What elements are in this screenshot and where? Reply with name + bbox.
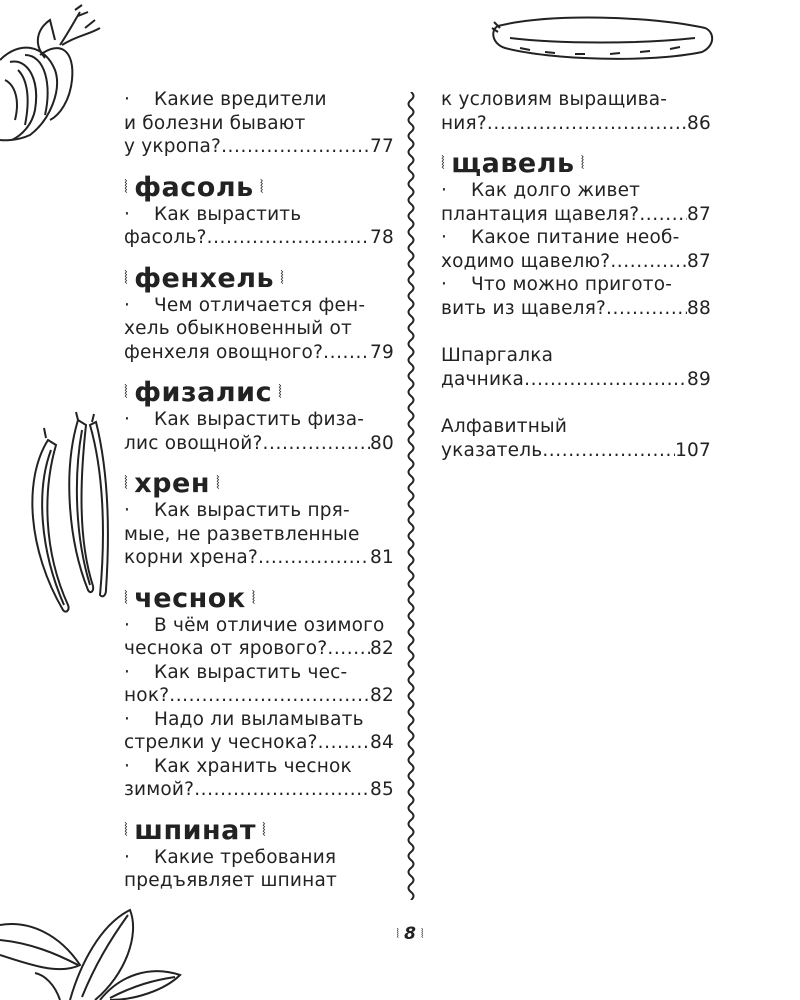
ornament-icon: ⦚ [580,153,585,174]
entry-text: фенхеля овощного? [124,341,324,363]
toc-entry[interactable] [124,88,394,159]
ornament-icon: ⦚ [124,473,129,494]
ornament-icon: ⦚ [124,267,129,289]
toc-entry[interactable] [124,408,394,455]
dot-leader [487,112,687,136]
zucchini-illustration [490,8,720,68]
section-heading: ⦚ фасоль ⦚ [124,171,264,203]
ornament-icon: ⦚ [124,382,129,403]
entry-text: Как вырастить [154,203,302,225]
dot-leader [610,250,687,274]
dot-leader [606,297,687,321]
ornament-icon: ⦚ [420,926,424,942]
page-number [380,924,440,944]
toc-section [124,173,394,250]
toc-standalone-entry[interactable] [441,415,711,462]
toc-entry[interactable] [441,226,711,273]
toc-standalone-entry[interactable] [441,344,711,391]
entry-page-number: 87 [687,250,711,272]
ornament-icon: ⦚ [124,819,129,841]
toc-section [124,378,394,455]
toc-entry[interactable] [124,755,394,802]
entry-text: нок? [124,685,170,706]
toc-entry[interactable] [124,614,394,661]
toc-section [441,149,711,320]
entry-page-number: 81 [370,547,394,568]
dot-leader [169,684,370,708]
toc-entry[interactable] [124,708,394,755]
entry-page-number: 84 [370,732,394,753]
entry-text: Как долго живет [471,180,641,201]
entry-page-number: 82 [370,685,394,706]
entry-page-number: 89 [687,368,711,390]
entry-text: мые, не разветвленные [124,523,360,545]
entry-text: В чём отличие озимого [154,614,385,636]
bullet-icon: · [124,846,131,868]
entry-text: Какое питание необ- [471,227,680,248]
ornament-icon: ⦚ [280,267,285,289]
ornament-icon: ⦚ [251,587,256,609]
entry-text: стрелки у чеснока? [124,732,318,753]
dot-leader [639,203,687,227]
section-heading: ⦚ щавель ⦚ [441,148,585,179]
entry-page-number: 79 [370,341,394,363]
entry-text: ния? [441,112,487,134]
entry-text: Какие вредители [154,89,327,110]
dot-leader [327,637,370,661]
bullet-icon: · [124,294,131,316]
bullet-icon: · [124,755,131,777]
entry-text: Как вырастить физа- [154,409,365,430]
entry-text: у укропа? [124,136,222,157]
bean-pods-illustration [18,410,110,620]
entry-text: указатель [441,439,543,461]
dot-leader [221,135,370,159]
toc-left-column [124,88,394,893]
toc-entry[interactable] [124,661,394,708]
toc-entry[interactable] [124,294,394,365]
toc-entry[interactable] [124,846,394,893]
entry-text: хель обыкновенный от [124,318,352,339]
entry-page-number: 82 [370,638,394,659]
toc-entry[interactable] [124,499,394,570]
entry-text: дачника [441,368,525,390]
bullet-icon: · [124,89,131,110]
entry-text: зимой? [124,779,195,800]
ornament-icon: ⦚ [262,819,267,841]
entry-page-number: 86 [687,112,711,134]
ornament-icon: ⦚ [124,587,129,609]
entry-text: Как вырастить пря- [154,500,350,521]
entry-text: Шпаргалка [441,345,554,366]
dot-leader [194,778,370,802]
bullet-icon: · [124,500,131,521]
toc-entry[interactable] [441,179,711,226]
entry-page-number: 87 [687,203,711,225]
entry-text: Как хранить чеснок [154,755,352,777]
entry-text: Как вырастить чес- [154,661,348,683]
ornament-icon: ⦚ [215,473,221,494]
ornament-icon: ⦚ [124,176,129,198]
toc-section [124,88,394,159]
bullet-icon: · [441,274,448,295]
page-number-text: 8 [404,924,416,944]
ornament-icon: ⦚ [441,153,446,174]
entry-text: фасоль? [124,227,207,248]
toc-section [441,88,711,135]
bullet-icon: · [441,180,448,201]
section-heading: ⦚ чеснок ⦚ [124,582,256,614]
entry-text: вить из щавеля? [441,297,607,319]
dot-leader [207,226,370,250]
toc-entry[interactable] [441,273,711,320]
section-heading: ⦚ шпинат ⦚ [124,814,267,846]
entry-text: корни хрена? [124,547,258,568]
entry-text: и болезни бывают [124,112,306,134]
toc-section [124,264,394,365]
entry-page-number: 80 [370,432,394,454]
entry-page-number: 107 [675,439,711,461]
entry-text: плантация щавеля? [441,203,640,225]
toc-section [124,816,394,893]
dot-leader [318,731,370,755]
toc-entry[interactable] [441,88,711,135]
entry-page-number: 85 [370,779,394,800]
ornament-icon: ⦚ [396,926,400,942]
entry-text: предъявляет шпинат [124,870,337,891]
section-heading: ⦚ физалис ⦚ [124,377,283,408]
toc-right-column [441,88,711,462]
entry-text: Надо ли выламывать [154,708,364,730]
entry-text: к условиям выращива- [441,89,668,110]
entry-text: ходимо щавелю? [441,250,611,272]
onion-illustration [0,0,120,145]
dot-leader [524,368,687,392]
bullet-icon: · [124,203,131,225]
bullet-icon: · [124,708,131,730]
bullet-icon: · [124,661,131,683]
toc-section [124,584,394,802]
entry-page-number: 78 [370,227,394,248]
entry-text: Какие требования [154,846,337,868]
section-heading: ⦚ фенхель ⦚ [124,262,285,294]
toc-entry[interactable] [124,203,394,250]
entry-text: Алфавитный [441,416,568,437]
dot-leader [323,341,370,365]
bullet-icon: · [441,227,448,248]
bullet-icon: · [124,409,131,430]
entry-text: чеснока от ярового? [124,638,328,659]
basil-leaves-illustration [0,905,185,1000]
ornament-icon: ⦚ [278,382,283,403]
entry-page-number: 77 [370,136,394,157]
dot-leader [258,546,370,570]
section-heading: ⦚ хрен ⦚ [124,468,221,499]
toc-section [124,469,394,570]
entry-text: Что можно пригото- [471,274,673,295]
entry-text: Чем отличается фен- [154,294,366,316]
dot-leader [263,432,371,456]
entry-page-number: 88 [687,297,711,319]
dot-leader [542,439,675,463]
entry-text: лис овощной? [124,432,263,454]
bullet-icon: · [124,614,131,636]
column-divider [401,92,421,900]
ornament-icon: ⦚ [259,176,264,198]
